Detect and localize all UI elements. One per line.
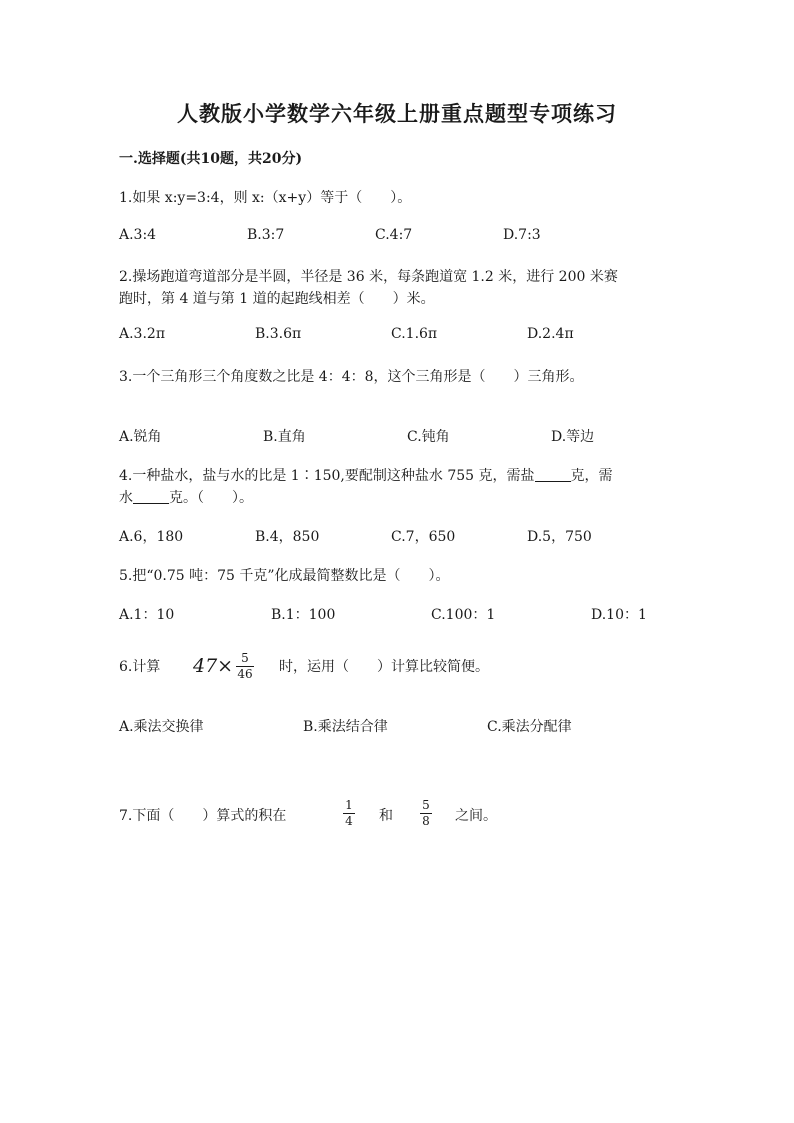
q3-option-a: A.锐角 (119, 429, 162, 445)
q7-fraction-1 (343, 799, 355, 828)
question-6-suffix: 时，运用（ ）计算比较简便。 (279, 659, 489, 675)
q1-option-a: A.3:4 (119, 227, 157, 243)
q6-fraction-denominator: 46 (237, 667, 253, 681)
q2-option-c: C.1.6π (391, 326, 438, 342)
q4-option-b: B.4，850 (255, 529, 320, 545)
section-heading: 一.选择题(共10题，共20分) (119, 151, 303, 167)
question-4-line-1 (119, 465, 613, 485)
q7-fraction-1-denominator: 4 (345, 814, 353, 828)
question-2-line-2: 跑时，第 4 道与第 1 道的起跑线相差（ ）米。 (119, 291, 435, 307)
q6-fraction-numerator: 5 (241, 651, 249, 665)
q6-option-b: B.乘法结合律 (303, 719, 388, 735)
q6-option-c: C.乘法分配律 (487, 719, 572, 735)
q1-option-d: D.7:3 (503, 227, 541, 243)
salt-blank (535, 467, 571, 482)
page-title: 人教版小学数学六年级上册重点题型专项练习 (177, 101, 617, 126)
q2-option-b: B.3.6π (255, 326, 302, 342)
q4-option-a: A.6，180 (119, 529, 184, 545)
q6-integer-term: 47× (193, 655, 234, 677)
question-2-line-1: 2.操场跑道弯道部分是半圆，半径是 36 米，每条跑道宽 1.2 米，进行 200 米赛 (119, 269, 618, 285)
q7-fraction-2-denominator: 8 (422, 814, 430, 828)
q4-text-2b: 克。（ ）。 (169, 490, 253, 506)
q6-fraction (236, 652, 254, 681)
q3-option-b: B.直角 (263, 429, 306, 445)
q4-text-1b: 克，需 (570, 468, 613, 484)
water-blank (133, 489, 169, 504)
question-4-line-2 (119, 487, 253, 507)
question-6-prefix: 6.计算 (119, 659, 161, 675)
q2-option-a: A.3.2π (119, 326, 166, 342)
question-7-and: 和 (379, 808, 393, 824)
q6-option-a: A.乘法交换律 (119, 719, 204, 735)
q5-option-d: D.10：1 (591, 607, 647, 623)
question-5: 5.把“0.75 吨：75 千克”化成最简整数比是（ ）。 (119, 568, 450, 584)
q5-option-c: C.100：1 (431, 607, 496, 623)
q3-option-d: D.等边 (551, 429, 595, 445)
q1-option-b: B.3:7 (247, 227, 285, 243)
q4-text-1a: 4.一种盐水，盐与水的比是 1∶150,要配制这种盐水 755 克，需盐 (119, 468, 535, 484)
q4-option-c: C.7，650 (391, 529, 456, 545)
q1-option-c: C.4:7 (375, 227, 413, 243)
question-1: 1.如果 x:y=3:4，则 x:（x+y）等于（ ）。 (119, 190, 412, 206)
q7-fraction-2 (420, 799, 432, 828)
q5-option-b: B.1：100 (271, 607, 336, 623)
q2-option-d: D.2.4π (527, 326, 574, 342)
q3-option-c: C.钝角 (407, 429, 450, 445)
q7-fraction-1-numerator: 1 (345, 798, 353, 812)
question-7-prefix: 7.下面（ ）算式的积在 (119, 808, 287, 824)
q4-text-2a: 水 (119, 490, 133, 506)
q5-option-a: A.1：10 (119, 607, 175, 623)
question-3: 3.一个三角形三个角度数之比是 4：4：8，这个三角形是（ ）三角形。 (119, 369, 584, 385)
q4-option-d: D.5，750 (527, 529, 592, 545)
q7-fraction-2-numerator: 5 (422, 798, 430, 812)
question-7-suffix: 之间。 (455, 808, 497, 824)
